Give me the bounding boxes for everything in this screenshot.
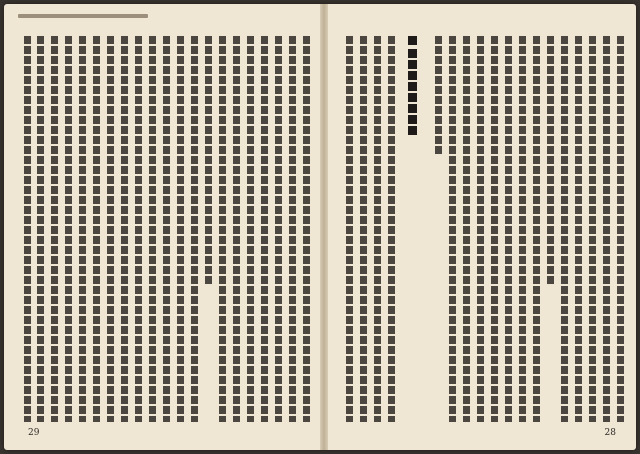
section-heading bbox=[408, 36, 417, 136]
text-column bbox=[575, 36, 582, 422]
text-column bbox=[247, 36, 254, 422]
right-text-block bbox=[338, 36, 624, 422]
text-column bbox=[617, 36, 624, 422]
book-spread bbox=[4, 4, 636, 450]
text-column bbox=[79, 36, 86, 422]
text-column bbox=[346, 36, 353, 422]
text-column bbox=[205, 36, 212, 286]
page-number: 29 bbox=[28, 428, 40, 438]
text-column bbox=[191, 36, 198, 422]
right-page bbox=[328, 4, 636, 450]
text-column bbox=[24, 36, 31, 422]
text-column bbox=[589, 36, 596, 422]
text-column bbox=[163, 36, 170, 422]
book-gutter bbox=[320, 4, 328, 450]
text-column bbox=[547, 36, 554, 286]
text-column bbox=[37, 36, 44, 422]
text-column bbox=[289, 36, 296, 422]
text-column bbox=[135, 36, 142, 422]
text-column bbox=[93, 36, 100, 422]
text-column bbox=[275, 36, 282, 422]
text-column bbox=[219, 36, 226, 422]
heading-marker bbox=[408, 36, 417, 45]
text-column bbox=[360, 36, 367, 422]
text-column bbox=[107, 36, 114, 422]
text-column bbox=[177, 36, 184, 422]
page-number: 28 bbox=[604, 428, 616, 438]
text-column bbox=[149, 36, 156, 422]
text-column bbox=[533, 36, 540, 422]
text-column bbox=[477, 36, 484, 422]
text-column bbox=[261, 36, 268, 422]
left-text-block bbox=[24, 36, 310, 422]
text-column bbox=[435, 36, 442, 156]
text-column bbox=[388, 36, 395, 422]
text-column bbox=[303, 36, 310, 422]
text-column bbox=[449, 36, 456, 422]
text-column bbox=[505, 36, 512, 422]
text-column bbox=[121, 36, 128, 422]
text-column bbox=[51, 36, 58, 422]
text-column bbox=[463, 36, 470, 422]
text-column bbox=[561, 36, 568, 422]
text-column bbox=[603, 36, 610, 422]
text-column bbox=[233, 36, 240, 422]
left-page bbox=[4, 4, 320, 450]
text-column bbox=[519, 36, 526, 422]
text-column bbox=[374, 36, 381, 422]
text-column bbox=[491, 36, 498, 422]
running-head bbox=[18, 12, 148, 19]
text-column bbox=[65, 36, 72, 422]
